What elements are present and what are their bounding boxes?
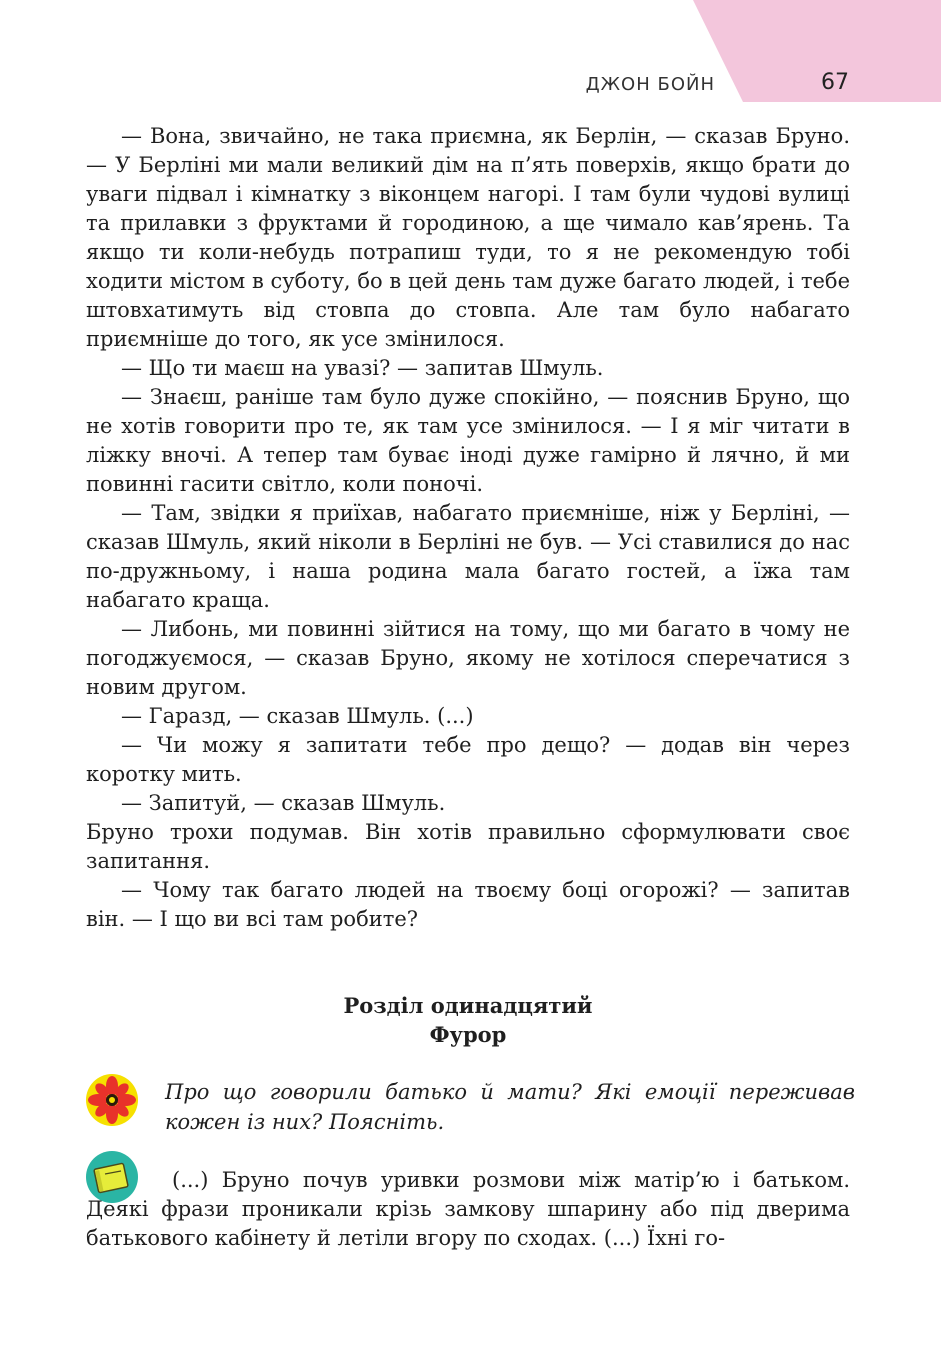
chapter-number: Розділ одинадцятий (343, 993, 593, 1018)
paragraph: — Що ти маєш на увазі? — запитав Шмуль. (121, 356, 604, 380)
paragraph: — Чи можу я запитати тебе про дещо? — додав він через коротку мить. (86, 733, 850, 786)
paragraph: — Гаразд, — сказав Шмуль. (...) (121, 704, 474, 728)
paragraph: — Запитуй, — сказав Шмуль. (121, 791, 446, 815)
main-text (86, 122, 850, 934)
paragraph: — Чому так багато людей на твоєму боці огорожі? — запитав він. — І що ви всі там робите? (86, 878, 850, 931)
page-number: 67 (821, 70, 849, 95)
excerpt-paragraph: (...) Бруно почув уривки розмови між матір’ю і батьком. Деякі фрази проникали крізь замкову шпарину або під дверима батькового кабінету й летіли вгору по сходах. (...) Їхні го- (86, 1168, 850, 1250)
paragraph: — Знаєш, раніше там було дуже спокійно, — пояснив Бруно, що не хотів говорити про те, як там усе змінилося. — І я міг читати в ліжку вночі. А тепер там буває іноді дуже гамірно й лячно, й ми повинні гасити світло, коли поночі. (86, 385, 850, 496)
flower-icon (85, 1073, 139, 1127)
paragraph: — Либонь, ми повинні зійтися на тому, що ми багато в чому не погоджуємося, — сказав Бруно, якому не хотілося сперечатися з новим другом. (86, 617, 850, 699)
chapter-title: Фурор (429, 1022, 507, 1047)
paragraph: Бруно трохи подумав. Він хотів правильно сформулювати своє запитання. (86, 820, 850, 873)
running-head-author: ДЖОН БОЙН (585, 74, 715, 95)
paragraph: — Вона, звичайно, не така приємна, як Берлін, — сказав Бруно. — У Берліні ми мали великий дім на п’ять поверхів, якщо брати до уваги підвал і кімнатку з віконцем нагорі. І там були чудові вулиці та прилавки з фруктами й городиною, а ще чимало кав’ярень. Та якщо ти коли-небудь потрапиш туди, то я не рекомендую тобі ходити містом в суботу, бо в цей день там дуже багато людей, і тебе штовхатимуть від стовпа до стовпа. Але там було набагато приємніше до того, як усе змінилося. (86, 124, 850, 351)
question-text: Про що говорили батько й мати? Які емоції переживав кожен із них? Поясніть. (165, 1080, 855, 1134)
reading-question (165, 1077, 855, 1137)
excerpt-text (86, 1166, 850, 1253)
paragraph: — Там, звідки я приїхав, набагато приємніше, ніж у Берліні, — сказав Шмуль, який ніколи в Берліні не був. — Усі ставилися до нас по-дружньому, і наша родина мала багато гостей, а їжа там набагато краща. (86, 501, 850, 612)
